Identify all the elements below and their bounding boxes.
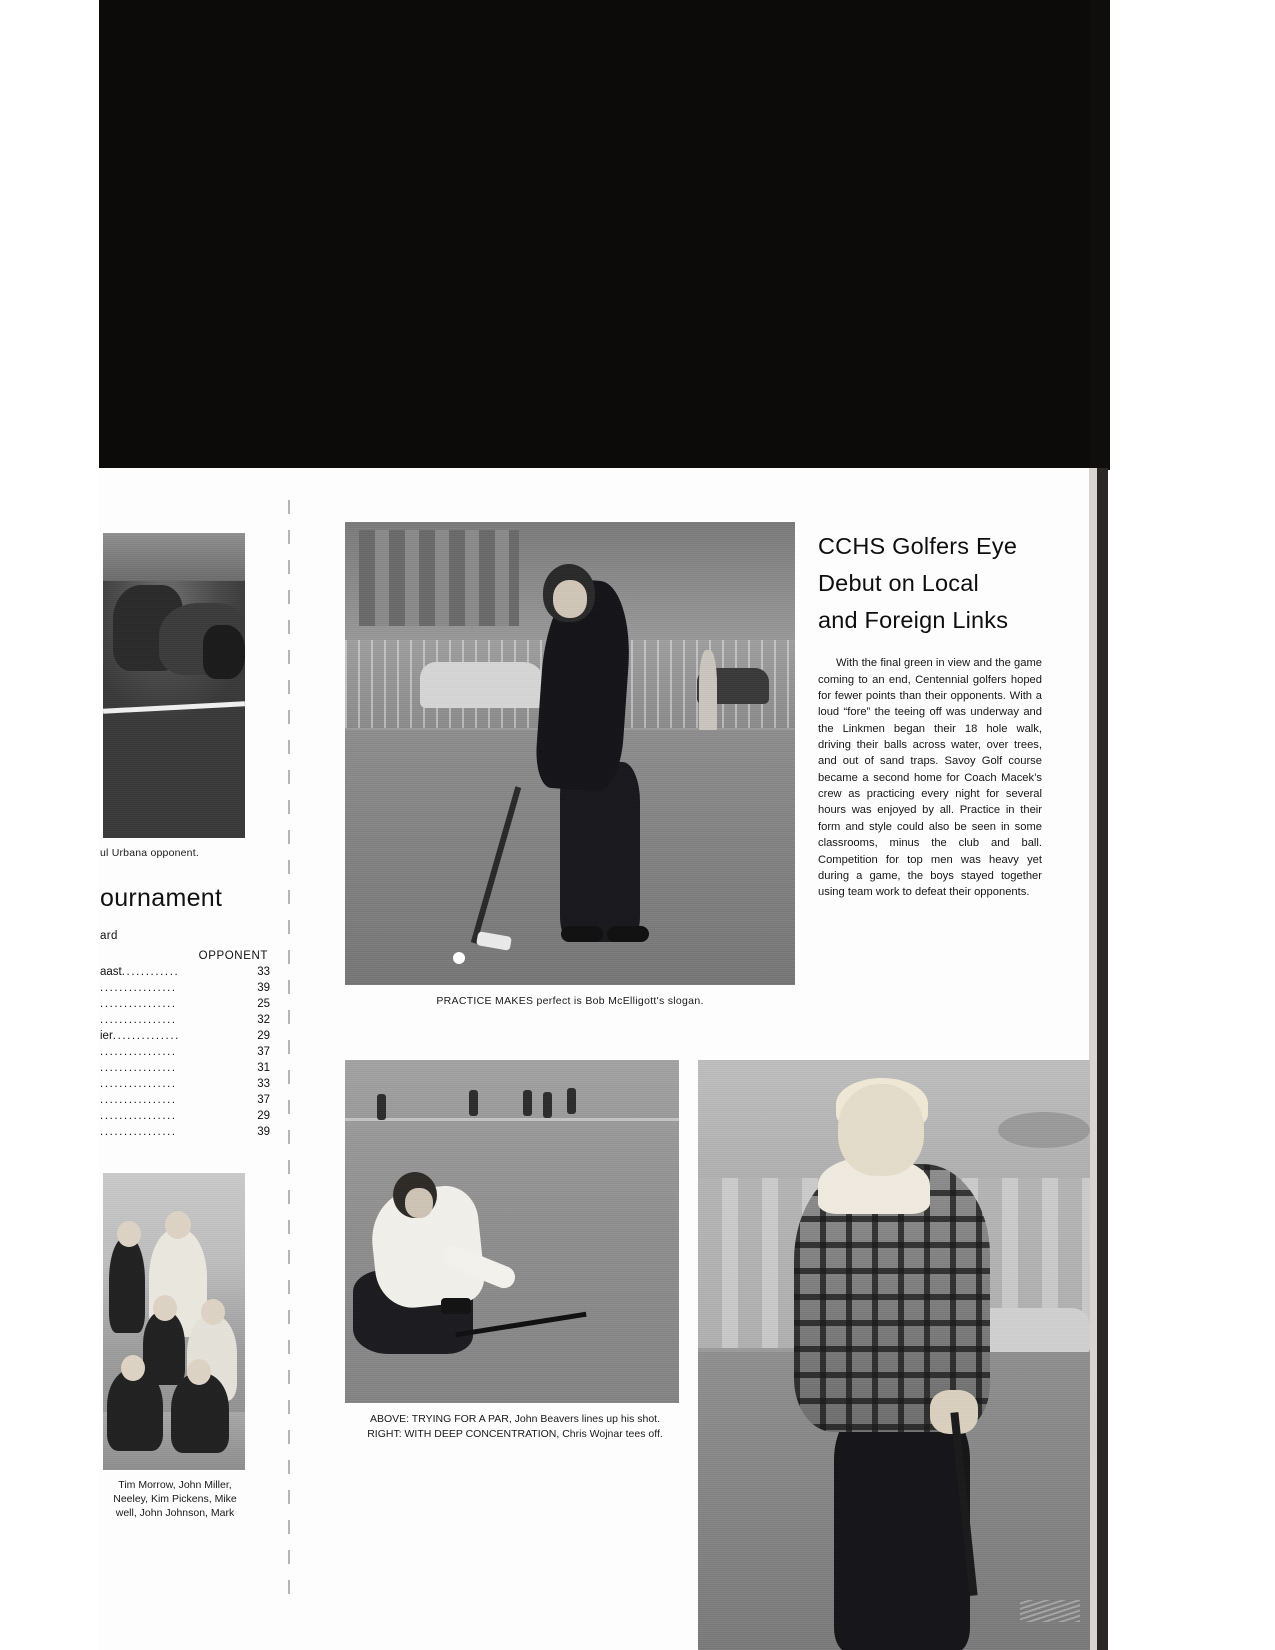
team-caption-line-3: well, John Johnson, Mark [115, 1507, 235, 1520]
page-fold-line [288, 500, 290, 1600]
scan-dark-band [99, 0, 1109, 468]
row-name: ier [100, 1030, 113, 1042]
article-column [818, 528, 1042, 901]
table-row [100, 982, 270, 998]
team-group-photo [103, 1173, 245, 1470]
row-value: 39 [257, 982, 270, 994]
scorecard-label: ard [100, 930, 118, 942]
table-row [100, 1110, 270, 1126]
pair-photo-caption [345, 1412, 685, 1442]
table-row [100, 1078, 270, 1094]
row-dots: ................ [100, 1110, 177, 1122]
headline-line-2: Debut on Local [818, 570, 979, 597]
pair-caption-line-2: RIGHT: WITH DEEP CONCENTRATION, Chris Wojnar tees off. [367, 1428, 663, 1441]
scoreboard-table [100, 950, 270, 1142]
table-row [100, 1046, 270, 1062]
practice-caption-text: PRACTICE MAKES perfect is Bob McElligott's slogan. [436, 995, 704, 1007]
article-body-text: With the final green in view and the game coming to an end, Centennial golfers hoped for fewer points than their opponents. With a loud “fore” the teeing off was underway and the Linkmen began their 18 hole walk, driving their balls across water, over trees, and out of sand traps. Savoy Golf course became a second home for Coach Macek’s crew as practicing every night for several hours was enjoyed by all. Practice in their form and style could also be seen in some classrooms, minus the club and ball. Competition for top men was heavy yet during a game, the boys stayed together using team work to defeat their opponents. [818, 657, 1042, 899]
row-name: aast [100, 966, 122, 978]
tournament-heading: ournament [100, 884, 223, 912]
team-caption-line-1: Tim Morrow, John Miller, [118, 1479, 232, 1491]
row-dots: ................ [100, 982, 177, 994]
row-value: 29 [257, 1110, 270, 1122]
row-value: 31 [257, 1062, 270, 1074]
row-value: 37 [257, 1046, 270, 1058]
table-row [100, 1014, 270, 1030]
scan-dark-band-edge [1090, 0, 1110, 470]
row-dots: ................ [100, 1014, 177, 1026]
golfer-teeing-off-photo [698, 1060, 1090, 1650]
table-row [100, 1094, 270, 1110]
table-row [100, 1126, 270, 1142]
pair-caption-line-1: ABOVE: TRYING FOR A PAR, John Beavers lines up his shot. [369, 1413, 661, 1425]
wrestling-photo-caption: ul Urbana opponent. [100, 847, 199, 859]
row-dots: ................ [100, 1078, 177, 1090]
headline-line-1: CCHS Golfers Eye [818, 533, 1018, 559]
row-value: 29 [257, 1030, 270, 1042]
table-row [100, 966, 270, 982]
scoreboard-column-header: OPPONENT [198, 950, 268, 962]
row-dots: ................ [100, 1094, 177, 1106]
row-dots: ................ [100, 1126, 177, 1138]
row-value: 33 [257, 966, 270, 978]
wrestling-match-photo [103, 533, 245, 838]
row-value: 25 [257, 998, 270, 1010]
row-dots: .............. [112, 1030, 180, 1042]
row-value: 39 [257, 1126, 270, 1138]
scan-speckle [1020, 1600, 1080, 1622]
row-dots: ............ [121, 966, 180, 978]
golfer-swinging-photo [345, 522, 795, 985]
team-caption-line-2: Neeley, Kim Pickens, Mike [113, 1493, 237, 1506]
row-dots: ................ [100, 998, 177, 1010]
row-value: 37 [257, 1094, 270, 1106]
row-dots: ................ [100, 1062, 177, 1074]
team-photo-caption [95, 1478, 255, 1521]
row-value: 32 [257, 1014, 270, 1026]
practice-photo-caption [345, 995, 795, 1008]
page-gutter-dark [1097, 468, 1108, 1650]
table-row [100, 1062, 270, 1078]
golfer-lining-up-putt-photo [345, 1060, 679, 1403]
article-headline [818, 528, 1042, 639]
headline-line-3: and Foreign Links [818, 607, 1009, 634]
table-row [100, 998, 270, 1014]
table-row [100, 1030, 270, 1046]
row-dots: ................ [100, 1046, 177, 1058]
row-value: 33 [257, 1078, 270, 1090]
